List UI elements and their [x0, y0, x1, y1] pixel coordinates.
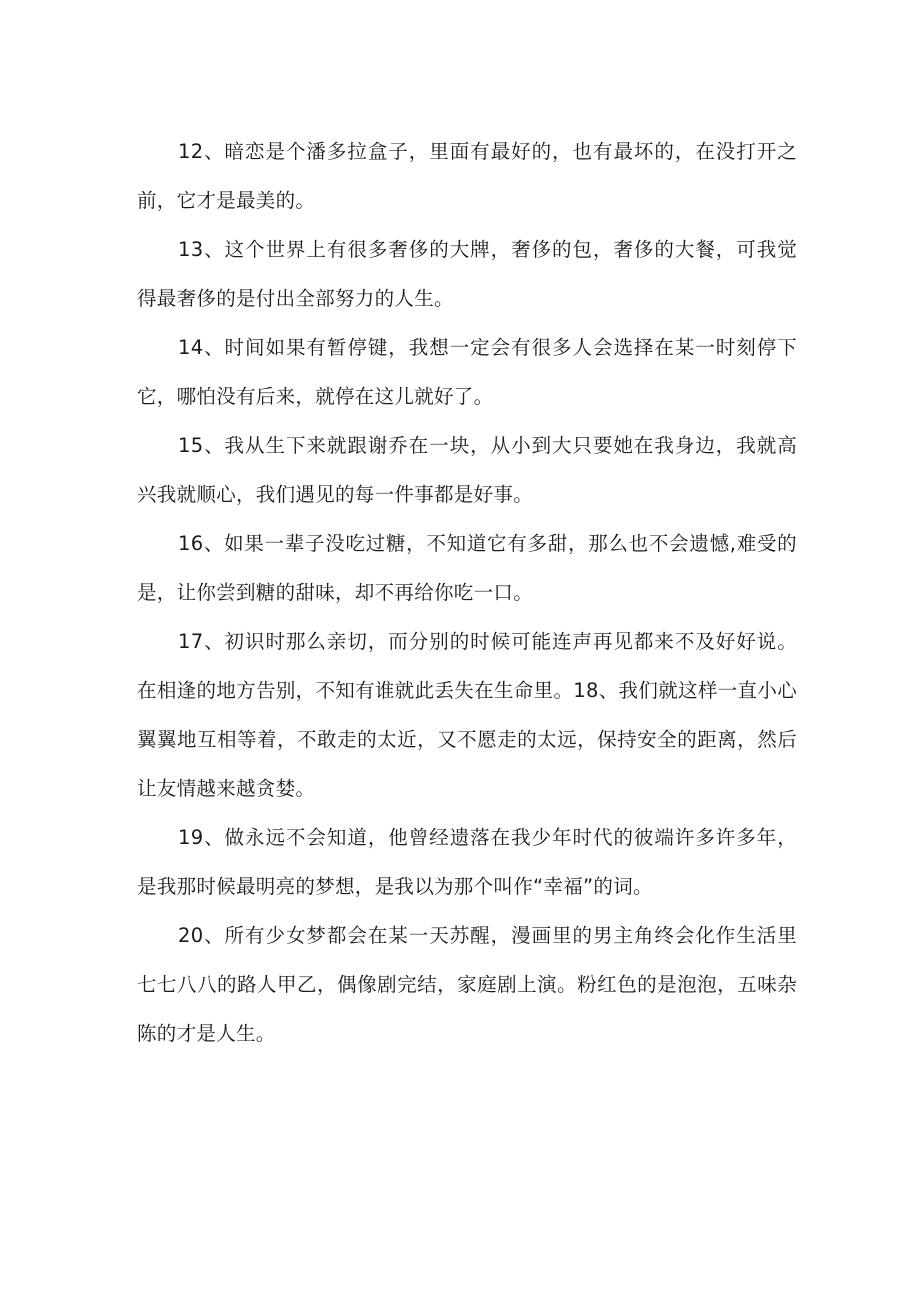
paragraph-16: 16、如果一辈子没吃过糖，不知道它有多甜，那么也不会遗憾,难受的是，让你尝到糖的甜味，却不再给你吃一口。: [137, 532, 797, 604]
paragraph-15: 15、我从生下来就跟谢乔在一块，从小到大只要她在我身边，我就高兴我就顺心，我们遇见的每一件事都是好事。: [137, 434, 797, 506]
paragraph-20: 20、所有少女梦都会在某一天苏醒，漫画里的男主角终会化作生活里七七八八的路人甲乙，偶像剧完结，家庭剧上演。粉红色的是泡泡，五味杂陈的才是人生。: [137, 924, 797, 1045]
paragraph-19: 19、做永远不会知道，他曾经遗落在我少年时代的彼端许多许多年，是我那时候最明亮的梦想，是我以为那个叫作“幸福”的词。: [137, 826, 797, 898]
paragraph-12: 12、暗恋是个潘多拉盒子，里面有最好的，也有最坏的，在没打开之前，它才是最美的。: [137, 140, 797, 212]
paragraph-17-18: 17、初识时那么亲切，而分别的时候可能连声再见都来不及好好说。在相逢的地方告别，不知有谁就此丢失在生命里。18、我们就这样一直小心翼翼地互相等着，不敢走的太近，又不愿走的太远，保持安全的距离，然后让友情越来越贪婪。: [137, 630, 797, 800]
paragraph-14: 14、时间如果有暂停键，我想一定会有很多人会选择在某一时刻停下它，哪怕没有后来，就停在这儿就好了。: [137, 336, 797, 408]
paragraph-13: 13、这个世界上有很多奢侈的大牌，奢侈的包，奢侈的大餐，可我觉得最奢侈的是付出全部努力的人生。: [137, 238, 797, 310]
document-body: [137, 127, 797, 1058]
